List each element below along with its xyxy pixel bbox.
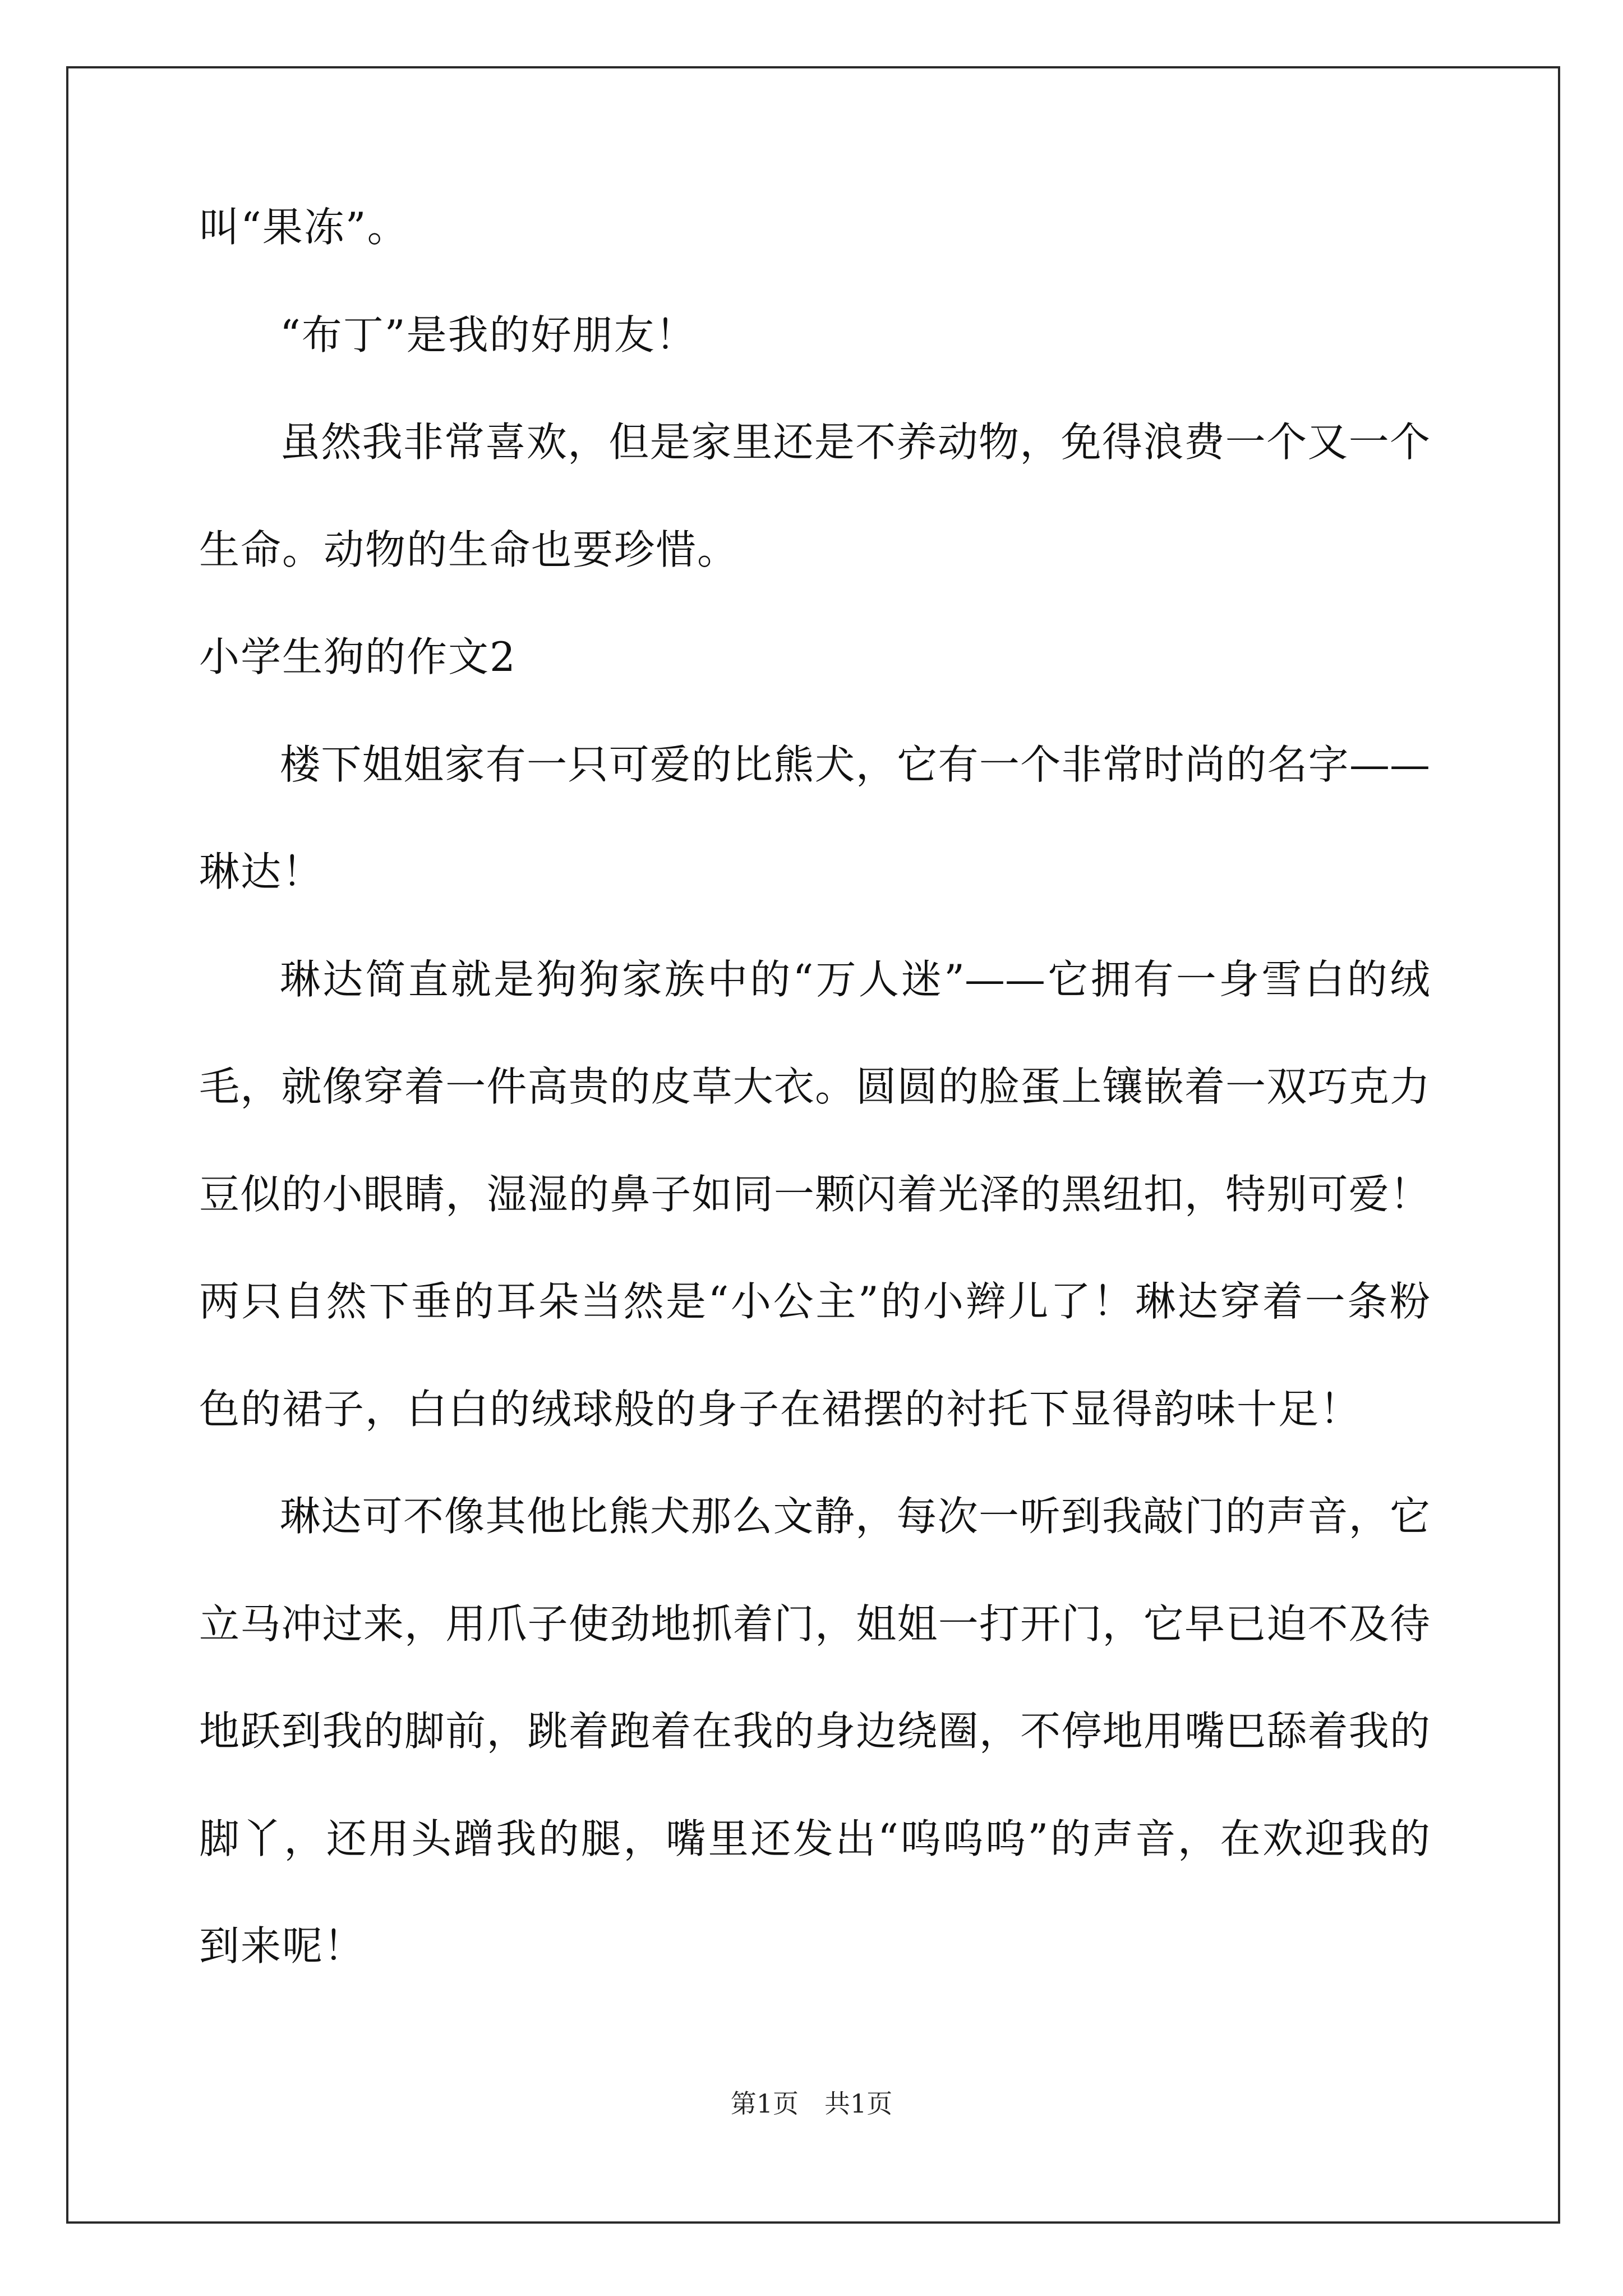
text-line: 脚丫，还用头蹭我的腿，嘴里还发出“呜呜呜”的声音，在欢迎我的 <box>199 1815 1430 1862</box>
text-line: 毛，就像穿着一件高贵的皮草大衣。圆圆的脸蛋上镶嵌着一双巧克力 <box>199 1063 1430 1110</box>
text-line: 地跃到我的脚前，跳着跑着在我的身边绕圈，不停地用嘴巴舔着我的 <box>199 1708 1430 1755</box>
text-line: 到来呢！ <box>199 1922 366 1970</box>
document-body <box>199 202 1430 2028</box>
text-line: “布丁”是我的好朋友！ <box>280 311 697 358</box>
text-line: 叫“果冻”。 <box>199 204 409 251</box>
text-line: 琳达！ <box>199 848 324 895</box>
text-line: 色的裙子，白白的绒球般的身子在裙摆的衬托下显得韵味十足！ <box>199 1385 1362 1433</box>
text-line: 楼下姐姐家有一只可爱的比熊犬，它有一个非常时尚的名字—— <box>280 740 1430 788</box>
text-line: 豆似的小眼睛，湿湿的鼻子如同一颗闪着光泽的黑纽扣，特别可爱！ <box>199 1170 1430 1218</box>
text-line: 琳达可不像其他比熊犬那么文静，每次一听到我敲门的声音，它 <box>280 1493 1430 1540</box>
text-line: 立马冲过来，用爪子使劲地抓着门，姐姐一打开门，它早已迫不及待 <box>199 1600 1430 1648</box>
text-line: 虽然我非常喜欢，但是家里还是不养动物，免得浪费一个又一个 <box>280 418 1430 466</box>
page-footer: 第1页 共1页 <box>730 2088 893 2119</box>
text-line: 生命。动物的生命也要珍惜。 <box>199 526 739 573</box>
text-line: 琳达简直就是狗狗家族中的“万人迷”——它拥有一身雪白的绒 <box>280 955 1430 1003</box>
text-line: 两只自然下垂的耳朵当然是“小公主”的小辫儿了！琳达穿着一条粉 <box>199 1278 1430 1325</box>
section-heading: 小学生狗的作文2 <box>199 633 517 680</box>
